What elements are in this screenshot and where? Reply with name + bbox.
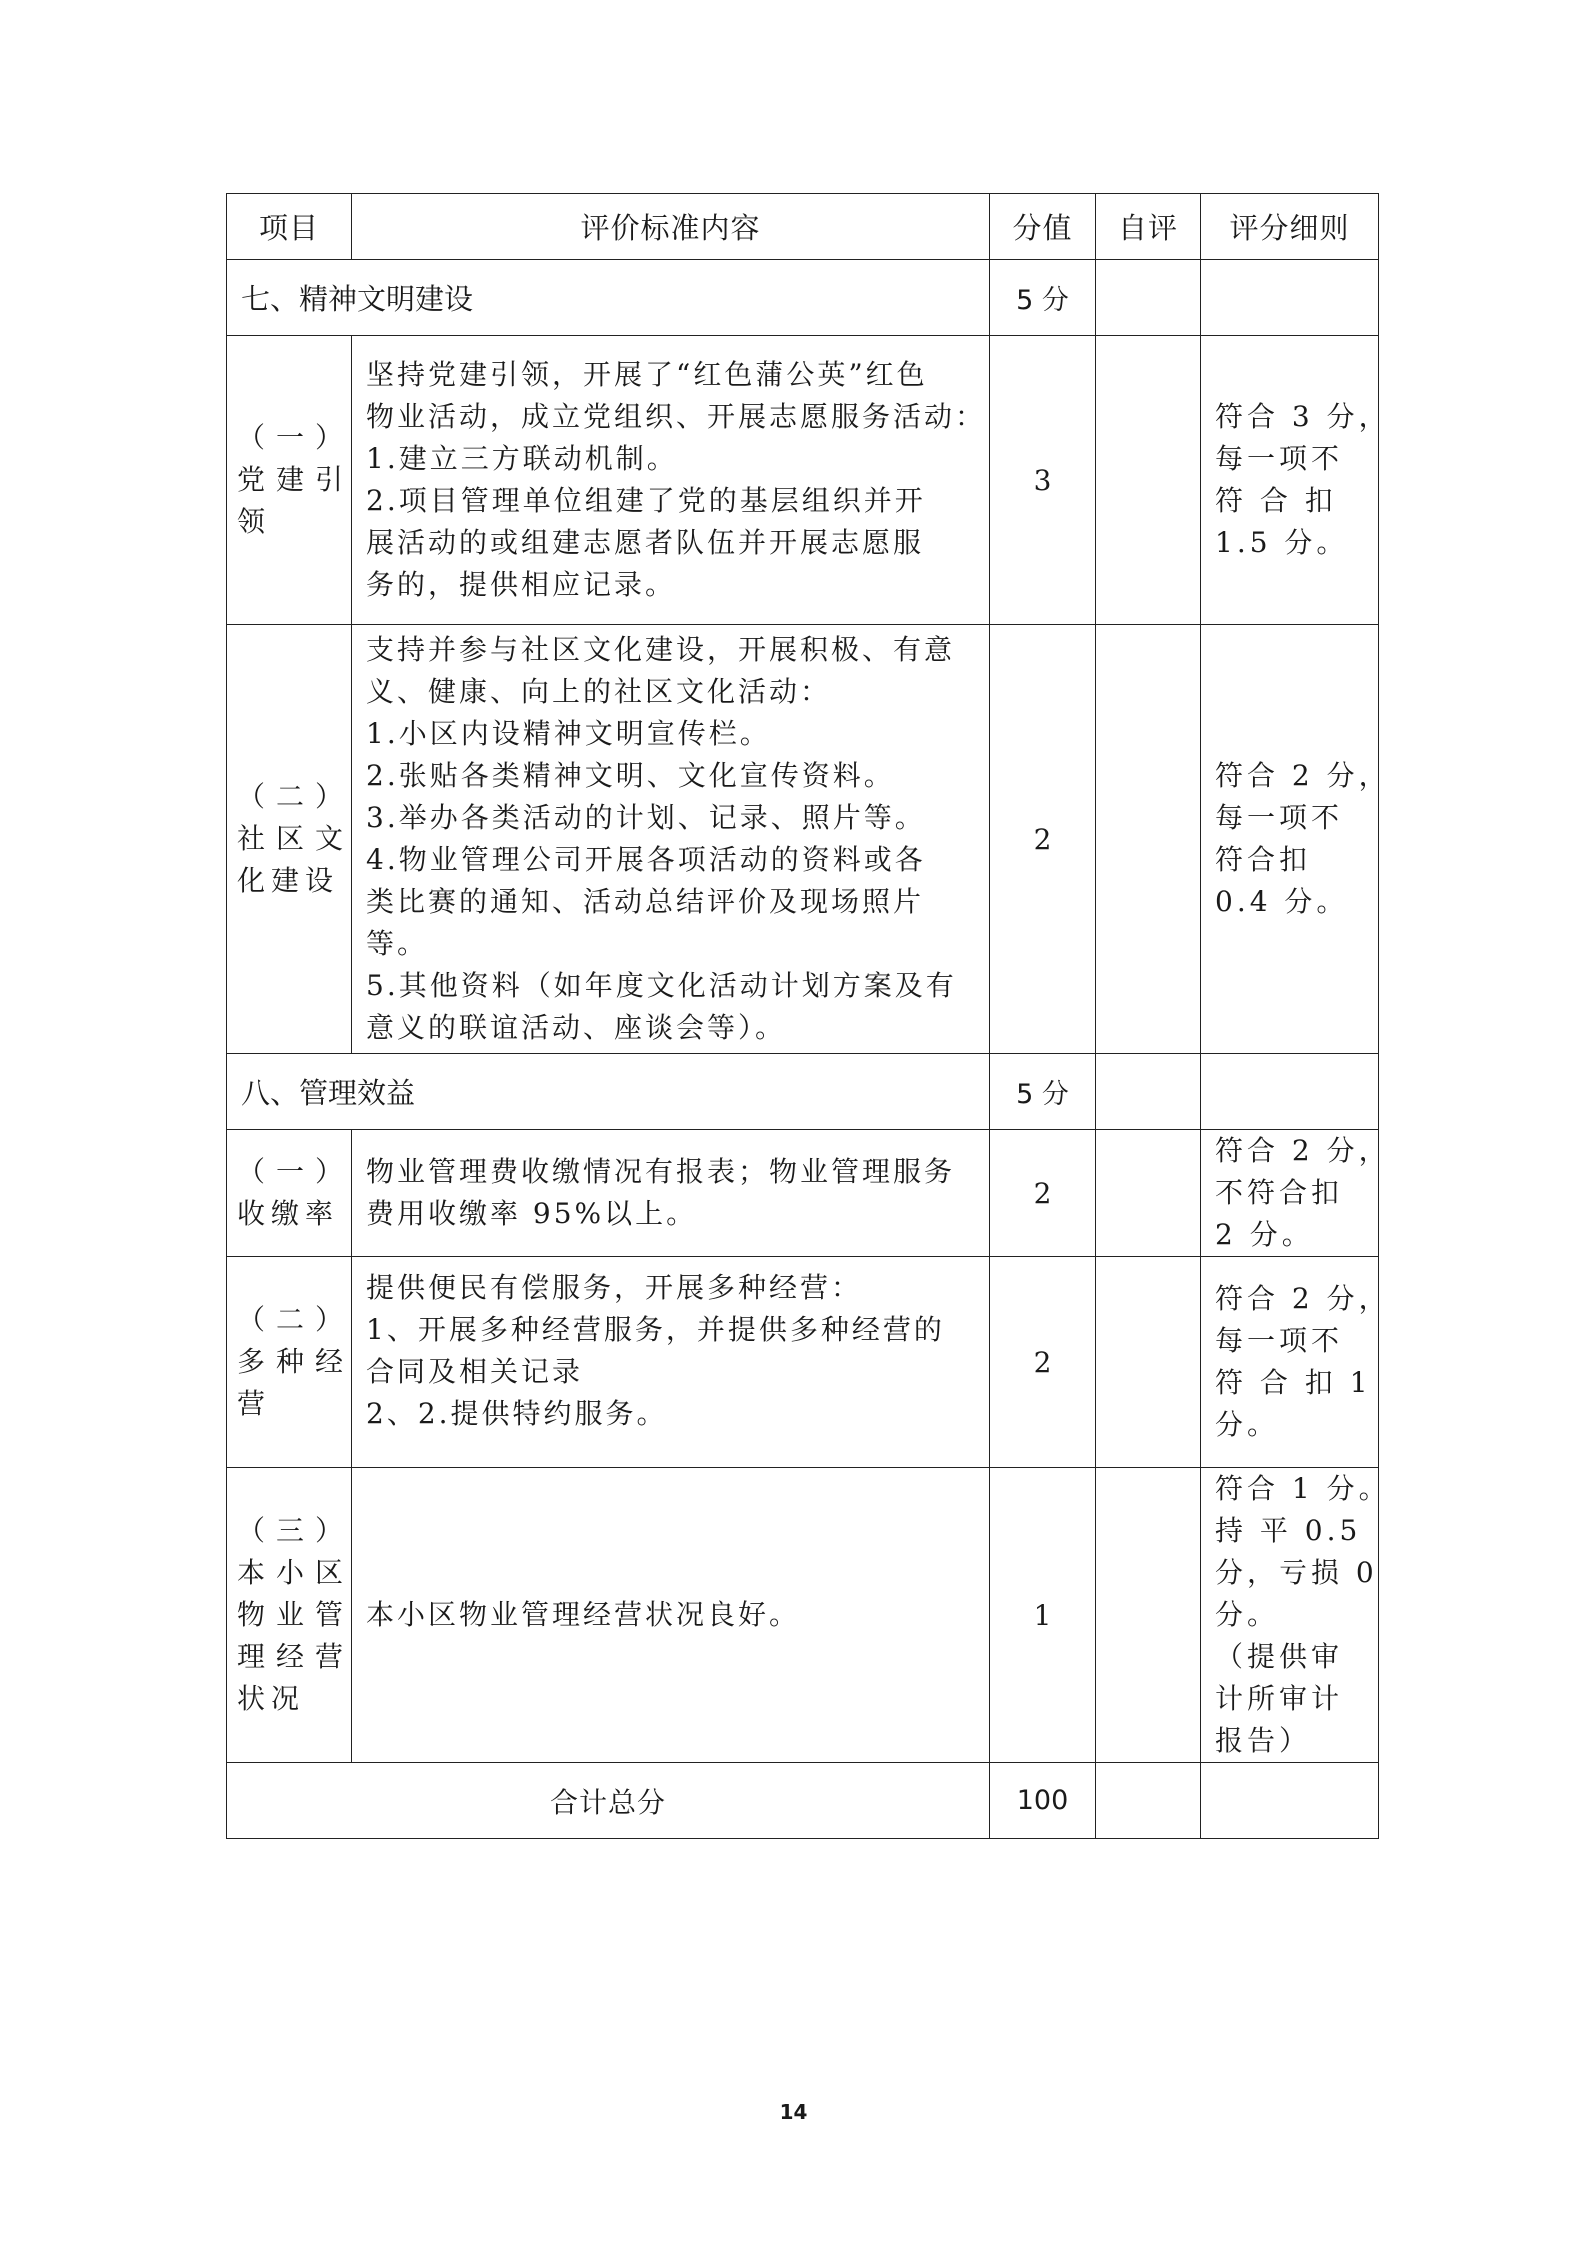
rules-cell — [1201, 336, 1391, 625]
self-eval-cell[interactable] — [1096, 1130, 1201, 1257]
self-eval-cell[interactable] — [1096, 625, 1201, 1054]
rule-line: 符合 2 分， — [1215, 1134, 1391, 1167]
content-cell — [352, 1257, 990, 1468]
score-cell: 1 — [990, 1468, 1096, 1763]
table-row — [227, 1130, 1379, 1257]
table-row — [227, 625, 1379, 1054]
self-eval-cell[interactable] — [1096, 260, 1201, 336]
content-line: 1、开展多种经营服务，并提供多种经营的 — [366, 1313, 945, 1346]
section-title: 八、管理效益 — [227, 1054, 990, 1130]
total-row — [227, 1763, 1379, 1839]
content-cell — [352, 625, 990, 1054]
rule-line: 0.4 分。 — [1215, 885, 1349, 918]
self-eval-cell[interactable] — [1096, 1468, 1201, 1763]
rule-line: 符合 1 分。 — [1215, 1472, 1391, 1505]
rule-line: 持 平 0.5 — [1215, 1514, 1362, 1547]
content-line: 等。 — [366, 927, 429, 960]
evaluation-table — [226, 193, 1391, 1839]
rule-line: 符合 3 分， — [1215, 400, 1391, 433]
content-cell — [352, 336, 990, 625]
content-line: 意义的联谊活动、座谈会等）。 — [366, 1011, 787, 1044]
rules-cell — [1201, 1054, 1379, 1130]
content-line: 物业管理费收缴情况有报表；物业管理服务 — [366, 1155, 956, 1188]
score-cell: 3 — [990, 336, 1096, 625]
header-content: 评价标准内容 — [352, 194, 990, 260]
item-name: （一）收缴率 — [227, 1130, 352, 1257]
rule-line: 每一项不 — [1215, 442, 1344, 475]
content-line: 坚持党建引领，开展了“红色蒲公英”红色 — [366, 358, 928, 391]
self-eval-cell[interactable] — [1096, 1054, 1201, 1130]
content-cell — [352, 1130, 990, 1257]
rules-cell — [1201, 1468, 1391, 1763]
rule-line: 符合扣 — [1215, 843, 1312, 876]
rules-cell — [1201, 625, 1391, 1054]
self-eval-cell[interactable] — [1096, 1257, 1201, 1468]
table-row — [227, 1468, 1379, 1763]
header-score: 分值 — [990, 194, 1096, 260]
rules-cell — [1201, 260, 1379, 336]
section-score: 5 分 — [990, 260, 1096, 336]
item-name: （二）社区文化建设 — [227, 625, 352, 1054]
section-score: 5 分 — [990, 1054, 1096, 1130]
content-line: 1.小区内设精神文明宣传栏。 — [366, 717, 771, 750]
rule-line: 不符合扣 — [1215, 1176, 1344, 1209]
content-line: 提供便民有偿服务，开展多种经营： — [366, 1271, 863, 1304]
content-line: 务的，提供相应记录。 — [366, 568, 677, 601]
item-name: （三）本小区物业管理经营状况 — [227, 1468, 352, 1763]
content-line: 物业活动，成立党组织、开展志愿服务活动： — [366, 400, 987, 433]
content-line: 类比赛的通知、活动总结评价及现场照片 — [366, 885, 925, 918]
content-line: 2、2.提供特约服务。 — [366, 1397, 668, 1430]
score-cell: 2 — [990, 625, 1096, 1054]
content-line: 义、健康、向上的社区文化活动： — [366, 675, 832, 708]
rule-line: 符 合 扣 1 — [1215, 1366, 1372, 1399]
content-line: 1.建立三方联动机制。 — [366, 442, 678, 475]
rule-line: 符合 2 分， — [1215, 1282, 1391, 1315]
content-line: 2.项目管理单位组建了党的基层组织并开 — [366, 484, 926, 517]
content-line: 2.张贴各类精神文明、文化宣传资料。 — [366, 759, 895, 792]
rule-line: 分，亏损 0 — [1215, 1556, 1378, 1589]
rule-line: （提供审 — [1215, 1640, 1344, 1673]
rules-cell — [1201, 1257, 1391, 1468]
item-name: （二）多种经营 — [227, 1257, 352, 1468]
header-rules: 评分细则 — [1201, 194, 1379, 260]
score-cell: 2 — [990, 1130, 1096, 1257]
rule-line: 符合 2 分， — [1215, 759, 1391, 792]
rule-line: 1.5 分。 — [1215, 526, 1349, 559]
content-line: 合同及相关记录 — [366, 1355, 584, 1388]
self-eval-cell[interactable] — [1096, 336, 1201, 625]
content-line: 5.其他资料（如年度文化活动计划方案及有 — [366, 969, 957, 1002]
content-line: 支持并参与社区文化建设，开展积极、有意 — [366, 633, 956, 666]
table-row — [227, 1257, 1379, 1468]
content-line: 费用收缴率 95%以上。 — [366, 1197, 698, 1230]
rule-line: 2 分。 — [1215, 1218, 1314, 1251]
rule-line: 每一项不 — [1215, 1324, 1344, 1357]
table-row — [227, 336, 1379, 625]
header-item: 项目 — [227, 194, 352, 260]
content-line: 4.物业管理公司开展各项活动的资料或各 — [366, 843, 926, 876]
section-row — [227, 1054, 1379, 1130]
rule-line: 报告） — [1215, 1724, 1312, 1757]
rule-line: 分。 — [1215, 1408, 1280, 1441]
total-label: 合计总分 — [227, 1763, 990, 1839]
total-score: 100 — [990, 1763, 1096, 1839]
content-line: 展活动的或组建志愿者队伍并开展志愿服 — [366, 526, 925, 559]
page-number: 14 — [779, 2100, 808, 2124]
self-eval-cell[interactable] — [1096, 1763, 1201, 1839]
score-cell: 2 — [990, 1257, 1096, 1468]
section-row — [227, 260, 1379, 336]
table-header-row — [227, 194, 1379, 260]
item-name: （一）党建引领 — [227, 336, 352, 625]
content-cell — [352, 1468, 990, 1763]
rule-line: 每一项不 — [1215, 801, 1344, 834]
header-self-eval: 自评 — [1096, 194, 1201, 260]
rules-cell — [1201, 1130, 1391, 1257]
content-line: 3.举办各类活动的计划、记录、照片等。 — [366, 801, 926, 834]
rule-line: 计所审计 — [1215, 1682, 1344, 1715]
rules-cell — [1201, 1763, 1379, 1839]
section-title: 七、精神文明建设 — [227, 260, 990, 336]
rule-line: 符 合 扣 — [1215, 484, 1337, 517]
content-line: 本小区物业管理经营状况良好。 — [366, 1598, 801, 1631]
rule-line: 分。 — [1215, 1598, 1280, 1631]
